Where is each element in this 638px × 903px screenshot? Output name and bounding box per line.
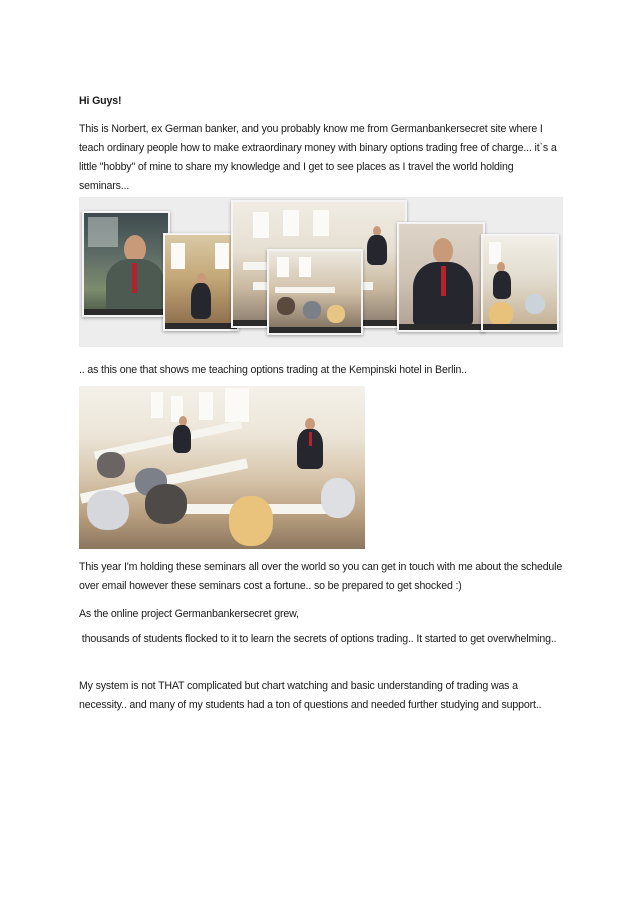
schedule-paragraph: This year I'm holding these seminars all over the world so you can get in touch with me about the schedule over email however these seminars cost a fortune.. so be prepared to get shocked :) <box>79 561 563 592</box>
seminar-collage-image <box>79 197 563 347</box>
students-paragraph: thousands of students flocked to it to learn the secrets of options trading.. It started to get overwhelming.. <box>79 633 557 645</box>
kempinski-seminar-photo <box>79 386 365 549</box>
intro-paragraph: This is Norbert, ex German banker, and you probably know me from Germanbankersecret site where I teach ordinary people how to make extraordinary money with binary options trading free of charge... it`s a little "hobby" of mine to share my knowledge and I get to see places as I travel the world holding seminars... <box>79 123 557 192</box>
system-paragraph: My system is not THAT complicated but chart watching and basic understanding of trading was a necessity.. and many of my students had a ton of questions and needed further studying and support.. <box>79 680 542 711</box>
greeting: Hi Guys! <box>79 95 122 107</box>
collage-frame-seminar-2 <box>481 234 559 332</box>
collage-frame-classroom <box>267 249 363 335</box>
collage-frame-portrait <box>397 222 485 332</box>
collage-frame-car <box>82 211 170 317</box>
collage-caption: .. as this one that shows me teaching options trading at the Kempinski hotel in Berlin.. <box>79 364 467 376</box>
project-paragraph: As the online project Germanbankersecret grew, <box>79 608 299 620</box>
collage-frame-room <box>163 233 239 331</box>
